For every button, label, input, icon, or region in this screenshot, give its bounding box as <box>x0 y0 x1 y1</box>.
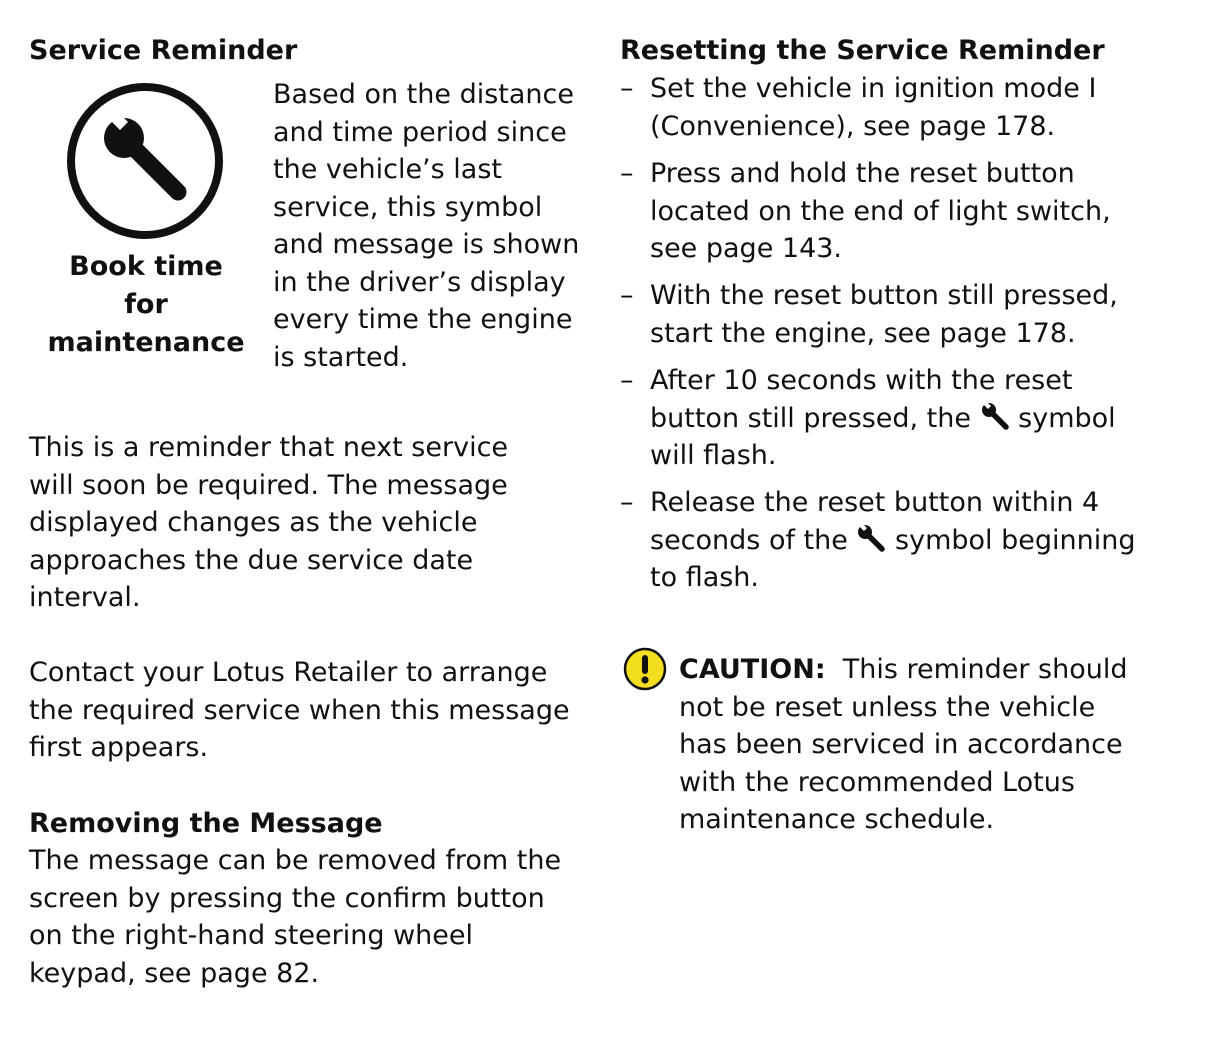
text-fragment: seconds of the <box>650 524 857 556</box>
text-line: This is a reminder that next service <box>29 432 509 463</box>
wrench-circle-icon <box>66 82 224 240</box>
exclamation-warning-icon <box>622 646 668 692</box>
text-line: first appears. <box>29 732 209 763</box>
bullet-dash: – <box>620 487 634 518</box>
icon-caption <box>40 248 252 362</box>
service-reminder-heading: Service Reminder <box>29 35 298 66</box>
text-line: will flash. <box>650 440 777 471</box>
text-line: Contact your Lotus Retailer to arrange <box>29 657 548 688</box>
wrench-icon <box>980 402 1010 430</box>
text-line: the vehicle’s last <box>273 154 502 185</box>
text-line: After 10 seconds with the reset <box>650 365 1073 396</box>
text-line: see page 143. <box>650 233 843 264</box>
bullet-dash: – <box>620 365 634 396</box>
text-line <box>650 522 1136 560</box>
text-line: and time period since <box>273 116 567 148</box>
text-fragment: symbol <box>1009 402 1116 434</box>
text-line: every time the engine <box>273 304 573 335</box>
text-line <box>650 400 1116 438</box>
text-line: approaches the due service date <box>29 544 474 576</box>
text-fragment: symbol beginning <box>886 524 1136 556</box>
text-line: not be reset unless the vehicle <box>679 691 1096 723</box>
text-line: maintenance schedule. <box>679 804 995 835</box>
text-line: located on the end of light switch, <box>650 195 1111 227</box>
text-line: With the reset button still pressed, <box>650 280 1118 311</box>
reminder-explanation-paragraph <box>29 429 508 617</box>
caution-label: CAUTION: <box>679 654 826 685</box>
text-line: The message can be removed from the <box>29 845 562 876</box>
text-line: Set the vehicle in ignition mode I <box>650 73 1097 104</box>
text-line: with the recommended Lotus <box>679 766 1075 798</box>
text-fragment: button still pressed, the <box>650 402 980 434</box>
removing-message-heading: Removing the Message <box>29 808 383 839</box>
text-line: and message is shown <box>273 229 580 260</box>
text-line: has been serviced in accordance <box>679 729 1123 760</box>
text-line <box>679 651 1127 689</box>
text-line: start the engine, see page 178. <box>650 317 1076 349</box>
resetting-heading: Resetting the Service Reminder <box>620 35 1105 66</box>
text-line: is started. <box>273 341 409 373</box>
text-line: Press and hold the reset button <box>650 158 1075 189</box>
text-line: in the driver’s display <box>273 266 566 298</box>
contact-retailer-paragraph <box>29 654 570 767</box>
bullet-dash: – <box>620 73 634 104</box>
text-line: (Convenience), see page 178. <box>650 110 1056 142</box>
text-line: on the right-hand steering wheel <box>29 920 474 951</box>
text-line: displayed changes as the vehicle <box>29 507 478 538</box>
icon-caption-line: for <box>124 289 168 320</box>
bullet-dash: – <box>620 280 634 311</box>
removing-message-paragraph <box>29 842 561 992</box>
text-line: service, this symbol <box>273 191 543 223</box>
text-line: Release the reset button within 4 <box>650 487 1100 518</box>
wrench-icon <box>856 524 886 552</box>
icon-caption-line: maintenance <box>47 327 245 358</box>
icon-caption-line: Book time <box>69 251 223 282</box>
caution-note <box>679 651 1127 839</box>
text-line: screen by pressing the confirm button <box>29 882 545 914</box>
text-line: Based on the distance <box>273 79 574 110</box>
text-line: interval. <box>29 582 141 613</box>
bullet-dash: – <box>620 158 634 189</box>
text-fragment: This reminder should <box>825 654 1128 685</box>
text-line: to flash. <box>650 562 760 593</box>
service-reminder-intro <box>273 76 579 376</box>
text-line: keypad, see page 82. <box>29 957 320 989</box>
text-line: will soon be required. The message <box>29 469 508 501</box>
text-line: the required service when this message <box>29 694 570 726</box>
